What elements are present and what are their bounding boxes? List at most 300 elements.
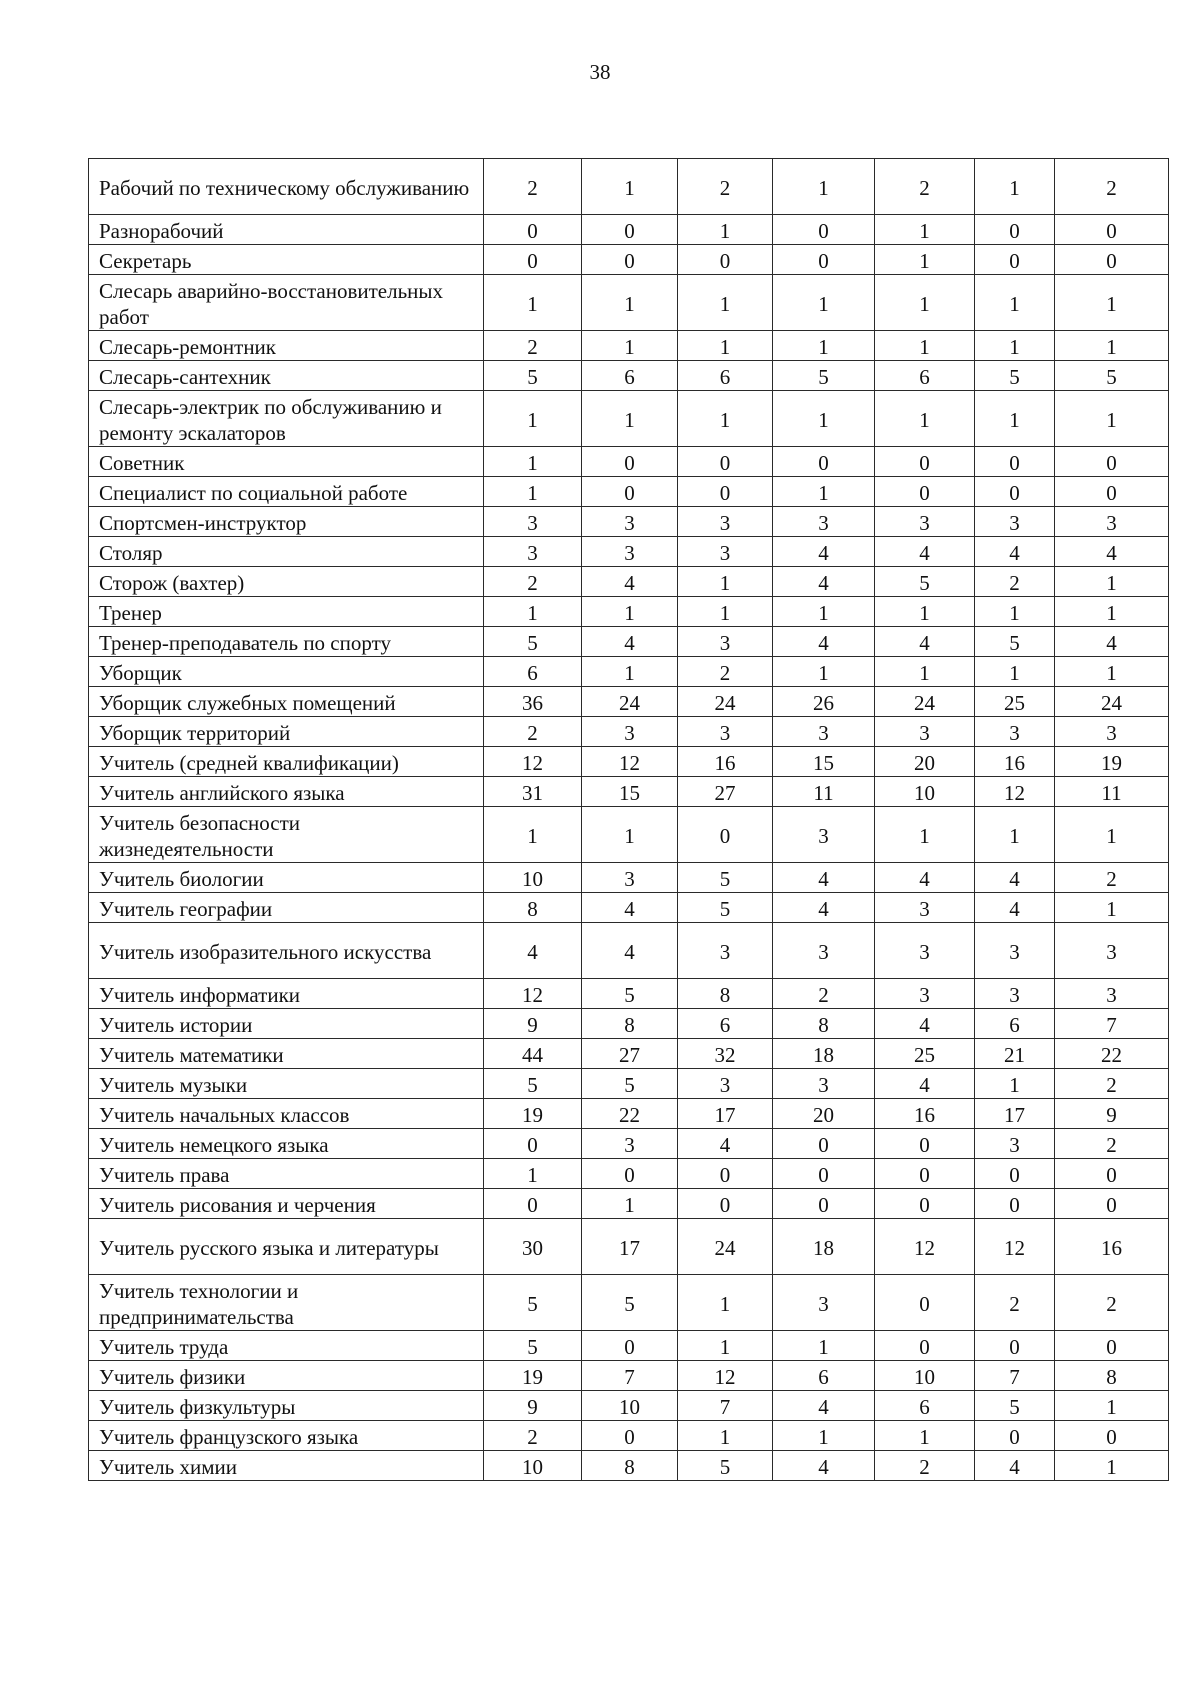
value-cell: 24 [582,687,678,717]
value-cell: 4 [678,1129,773,1159]
value-cell: 1 [875,275,975,331]
value-cell: 1 [582,391,678,447]
position-name-cell: Секретарь [89,245,484,275]
value-cell: 0 [773,1159,875,1189]
position-name-cell: Учитель математики [89,1039,484,1069]
value-cell: 0 [582,215,678,245]
value-cell: 0 [484,1189,582,1219]
value-cell: 1 [975,807,1055,863]
value-cell: 25 [875,1039,975,1069]
value-cell: 1 [1055,1391,1169,1421]
value-cell: 19 [1055,747,1169,777]
value-cell: 1 [1055,567,1169,597]
table-row [89,567,1169,597]
value-cell: 26 [773,687,875,717]
value-cell: 27 [678,777,773,807]
position-name-cell: Учитель английского языка [89,777,484,807]
position-name-cell: Спортсмен-инструктор [89,507,484,537]
value-cell: 1 [582,657,678,687]
position-name-cell: Сторож (вахтер) [89,567,484,597]
value-cell: 2 [678,159,773,215]
staff-table-container [88,158,1168,1481]
value-cell: 0 [975,1421,1055,1451]
value-cell: 5 [678,893,773,923]
value-cell: 3 [678,923,773,979]
value-cell: 4 [773,1391,875,1421]
value-cell: 0 [678,477,773,507]
value-cell: 16 [1055,1219,1169,1275]
value-cell: 1 [773,477,875,507]
position-name-cell: Учитель музыки [89,1069,484,1099]
value-cell: 1 [875,391,975,447]
value-cell: 4 [773,627,875,657]
position-name-cell: Учитель информатики [89,979,484,1009]
value-cell: 1 [678,1331,773,1361]
position-name-cell: Учитель биологии [89,863,484,893]
value-cell: 1 [975,275,1055,331]
value-cell: 1 [773,275,875,331]
table-row [89,893,1169,923]
staff-table-body [89,159,1169,1481]
table-row [89,657,1169,687]
table-row [89,1421,1169,1451]
value-cell: 44 [484,1039,582,1069]
value-cell: 5 [773,361,875,391]
value-cell: 2 [484,1421,582,1451]
value-cell: 12 [582,747,678,777]
value-cell: 1 [484,447,582,477]
value-cell: 4 [773,893,875,923]
value-cell: 5 [975,627,1055,657]
value-cell: 5 [1055,361,1169,391]
value-cell: 0 [773,1189,875,1219]
value-cell: 3 [975,1129,1055,1159]
value-cell: 0 [582,447,678,477]
table-row [89,717,1169,747]
value-cell: 0 [875,1159,975,1189]
table-row [89,747,1169,777]
value-cell: 3 [875,893,975,923]
value-cell: 3 [773,923,875,979]
value-cell: 4 [582,893,678,923]
value-cell: 6 [773,1361,875,1391]
value-cell: 22 [1055,1039,1169,1069]
value-cell: 4 [773,537,875,567]
value-cell: 3 [773,1275,875,1331]
value-cell: 24 [678,687,773,717]
position-name-cell: Учитель (средней квалификации) [89,747,484,777]
table-row [89,1391,1169,1421]
value-cell: 5 [484,1331,582,1361]
value-cell: 2 [1055,1069,1169,1099]
table-row [89,1069,1169,1099]
value-cell: 2 [678,657,773,687]
value-cell: 8 [773,1009,875,1039]
value-cell: 4 [975,537,1055,567]
value-cell: 22 [582,1099,678,1129]
value-cell: 1 [773,597,875,627]
position-name-cell: Учитель географии [89,893,484,923]
value-cell: 0 [582,245,678,275]
value-cell: 21 [975,1039,1055,1069]
value-cell: 31 [484,777,582,807]
position-name-cell: Советник [89,447,484,477]
value-cell: 5 [678,863,773,893]
value-cell: 1 [875,1421,975,1451]
value-cell: 1 [875,657,975,687]
value-cell: 1 [1055,331,1169,361]
value-cell: 2 [773,979,875,1009]
value-cell: 10 [484,863,582,893]
value-cell: 2 [484,159,582,215]
value-cell: 24 [1055,687,1169,717]
value-cell: 1 [975,159,1055,215]
value-cell: 19 [484,1099,582,1129]
value-cell: 1 [582,1189,678,1219]
value-cell: 4 [875,627,975,657]
table-row [89,1219,1169,1275]
value-cell: 8 [484,893,582,923]
value-cell: 1 [678,567,773,597]
value-cell: 3 [773,717,875,747]
value-cell: 0 [975,215,1055,245]
value-cell: 1 [678,391,773,447]
value-cell: 3 [1055,923,1169,979]
value-cell: 4 [773,863,875,893]
value-cell: 0 [875,1189,975,1219]
value-cell: 4 [773,1451,875,1481]
value-cell: 11 [1055,777,1169,807]
value-cell: 1 [678,275,773,331]
value-cell: 15 [773,747,875,777]
value-cell: 10 [875,777,975,807]
value-cell: 1 [875,331,975,361]
value-cell: 6 [875,361,975,391]
value-cell: 9 [484,1009,582,1039]
table-row [89,1159,1169,1189]
table-row [89,477,1169,507]
value-cell: 3 [678,627,773,657]
value-cell: 1 [1055,391,1169,447]
value-cell: 0 [678,807,773,863]
value-cell: 4 [484,923,582,979]
page-number: 38 [589,60,611,84]
value-cell: 15 [582,777,678,807]
value-cell: 3 [975,507,1055,537]
value-cell: 5 [484,1069,582,1099]
value-cell: 0 [1055,215,1169,245]
value-cell: 3 [678,717,773,747]
table-row [89,391,1169,447]
value-cell: 2 [875,159,975,215]
position-name-cell: Слесарь-ремонтник [89,331,484,361]
value-cell: 7 [582,1361,678,1391]
value-cell: 2 [1055,159,1169,215]
value-cell: 0 [582,477,678,507]
table-row [89,361,1169,391]
value-cell: 18 [773,1039,875,1069]
value-cell: 1 [975,657,1055,687]
value-cell: 0 [1055,1189,1169,1219]
position-name-cell: Учитель русского языка и литературы [89,1219,484,1275]
value-cell: 0 [484,215,582,245]
value-cell: 1 [484,275,582,331]
value-cell: 3 [678,507,773,537]
value-cell: 0 [975,1189,1055,1219]
value-cell: 4 [582,627,678,657]
value-cell: 0 [1055,477,1169,507]
value-cell: 1 [773,1421,875,1451]
value-cell: 4 [1055,627,1169,657]
position-name-cell: Учитель рисования и черчения [89,1189,484,1219]
value-cell: 3 [975,923,1055,979]
value-cell: 1 [875,597,975,627]
value-cell: 16 [875,1099,975,1129]
value-cell: 1 [1055,275,1169,331]
value-cell: 30 [484,1219,582,1275]
value-cell: 0 [875,1129,975,1159]
position-name-cell: Тренер-преподаватель по спорту [89,627,484,657]
position-name-cell: Учитель французского языка [89,1421,484,1451]
value-cell: 0 [875,1275,975,1331]
position-name-cell: Уборщик территорий [89,717,484,747]
table-row [89,275,1169,331]
value-cell: 3 [582,507,678,537]
value-cell: 3 [975,717,1055,747]
value-cell: 2 [875,1451,975,1481]
value-cell: 12 [484,979,582,1009]
value-cell: 1 [773,1331,875,1361]
value-cell: 0 [582,1159,678,1189]
value-cell: 3 [582,537,678,567]
value-cell: 4 [1055,537,1169,567]
value-cell: 0 [975,477,1055,507]
value-cell: 3 [484,537,582,567]
value-cell: 1 [582,159,678,215]
value-cell: 5 [484,627,582,657]
position-name-cell: Слесарь-электрик по обслуживанию и ремонту эскалаторов [89,391,484,447]
value-cell: 1 [975,331,1055,361]
value-cell: 1 [975,597,1055,627]
table-row [89,215,1169,245]
value-cell: 16 [975,747,1055,777]
value-cell: 0 [773,447,875,477]
value-cell: 20 [875,747,975,777]
table-row [89,507,1169,537]
value-cell: 5 [582,1275,678,1331]
value-cell: 3 [875,923,975,979]
value-cell: 0 [678,1189,773,1219]
position-name-cell: Учитель изобразительного искусства [89,923,484,979]
value-cell: 5 [975,361,1055,391]
value-cell: 1 [484,597,582,627]
value-cell: 3 [582,863,678,893]
position-name-cell: Специалист по социальной работе [89,477,484,507]
table-row [89,537,1169,567]
table-row [89,1361,1169,1391]
value-cell: 0 [1055,447,1169,477]
position-name-cell: Учитель права [89,1159,484,1189]
value-cell: 4 [582,923,678,979]
value-cell: 4 [582,567,678,597]
position-name-cell: Учитель технологии и предпринимательства [89,1275,484,1331]
table-row [89,979,1169,1009]
value-cell: 4 [975,1451,1055,1481]
table-row [89,1099,1169,1129]
table-row [89,777,1169,807]
value-cell: 11 [773,777,875,807]
value-cell: 6 [975,1009,1055,1039]
value-cell: 0 [484,245,582,275]
value-cell: 3 [582,717,678,747]
table-row [89,627,1169,657]
value-cell: 2 [484,567,582,597]
value-cell: 0 [975,1331,1055,1361]
value-cell: 3 [773,507,875,537]
value-cell: 2 [1055,1275,1169,1331]
table-row [89,923,1169,979]
value-cell: 2 [1055,1129,1169,1159]
value-cell: 1 [875,215,975,245]
value-cell: 18 [773,1219,875,1275]
value-cell: 25 [975,687,1055,717]
value-cell: 1 [484,477,582,507]
value-cell: 6 [582,361,678,391]
value-cell: 4 [975,893,1055,923]
value-cell: 0 [1055,1159,1169,1189]
value-cell: 24 [678,1219,773,1275]
position-name-cell: Разнорабочий [89,215,484,245]
table-row [89,1331,1169,1361]
value-cell: 1 [582,807,678,863]
value-cell: 0 [1055,1421,1169,1451]
value-cell: 5 [582,1069,678,1099]
value-cell: 1 [1055,1451,1169,1481]
value-cell: 2 [484,331,582,361]
value-cell: 12 [875,1219,975,1275]
table-row [89,1451,1169,1481]
value-cell: 0 [484,1129,582,1159]
value-cell: 0 [975,245,1055,275]
table-row [89,1275,1169,1331]
position-name-cell: Столяр [89,537,484,567]
value-cell: 7 [975,1361,1055,1391]
value-cell: 1 [678,215,773,245]
value-cell: 12 [678,1361,773,1391]
value-cell: 17 [678,1099,773,1129]
value-cell: 12 [484,747,582,777]
value-cell: 20 [773,1099,875,1129]
value-cell: 1 [773,331,875,361]
value-cell: 1 [582,275,678,331]
value-cell: 1 [582,597,678,627]
value-cell: 8 [1055,1361,1169,1391]
value-cell: 4 [975,863,1055,893]
position-name-cell: Слесарь аварийно-восстановительных работ [89,275,484,331]
value-cell: 9 [484,1391,582,1421]
value-cell: 12 [975,1219,1055,1275]
staff-table [88,158,1169,1481]
position-name-cell: Учитель физкультуры [89,1391,484,1421]
position-name-cell: Слесарь-сантехник [89,361,484,391]
value-cell: 5 [875,567,975,597]
value-cell: 5 [975,1391,1055,1421]
value-cell: 3 [1055,717,1169,747]
table-row [89,597,1169,627]
value-cell: 1 [975,1069,1055,1099]
value-cell: 0 [678,447,773,477]
table-row [89,687,1169,717]
value-cell: 6 [875,1391,975,1421]
value-cell: 1 [678,597,773,627]
value-cell: 3 [1055,507,1169,537]
position-name-cell: Учитель немецкого языка [89,1129,484,1159]
table-row [89,1009,1169,1039]
position-name-cell: Учитель начальных классов [89,1099,484,1129]
value-cell: 3 [678,1069,773,1099]
value-cell: 0 [1055,1331,1169,1361]
value-cell: 5 [678,1451,773,1481]
value-cell: 8 [582,1009,678,1039]
value-cell: 0 [582,1331,678,1361]
value-cell: 3 [875,717,975,747]
value-cell: 0 [975,447,1055,477]
value-cell: 6 [678,361,773,391]
value-cell: 1 [1055,657,1169,687]
value-cell: 1 [773,159,875,215]
value-cell: 1 [875,807,975,863]
value-cell: 17 [975,1099,1055,1129]
value-cell: 4 [875,537,975,567]
table-row [89,159,1169,215]
position-name-cell: Уборщик [89,657,484,687]
value-cell: 32 [678,1039,773,1069]
value-cell: 0 [1055,245,1169,275]
value-cell: 0 [773,1129,875,1159]
value-cell: 5 [484,361,582,391]
value-cell: 1 [678,1275,773,1331]
position-name-cell: Учитель безопасности жизнедеятельности [89,807,484,863]
value-cell: 1 [1055,807,1169,863]
value-cell: 3 [875,979,975,1009]
value-cell: 8 [678,979,773,1009]
value-cell: 19 [484,1361,582,1391]
value-cell: 1 [1055,893,1169,923]
table-row [89,245,1169,275]
value-cell: 3 [975,979,1055,1009]
table-row [89,1129,1169,1159]
position-name-cell: Тренер [89,597,484,627]
value-cell: 1 [975,391,1055,447]
value-cell: 1 [773,391,875,447]
value-cell: 0 [773,245,875,275]
value-cell: 10 [484,1451,582,1481]
value-cell: 2 [484,717,582,747]
value-cell: 17 [582,1219,678,1275]
value-cell: 7 [678,1391,773,1421]
value-cell: 2 [975,567,1055,597]
value-cell: 0 [773,215,875,245]
position-name-cell: Учитель химии [89,1451,484,1481]
value-cell: 4 [773,567,875,597]
value-cell: 1 [773,657,875,687]
value-cell: 12 [975,777,1055,807]
value-cell: 6 [678,1009,773,1039]
value-cell: 27 [582,1039,678,1069]
value-cell: 3 [875,507,975,537]
value-cell: 1 [678,1421,773,1451]
table-row [89,1039,1169,1069]
